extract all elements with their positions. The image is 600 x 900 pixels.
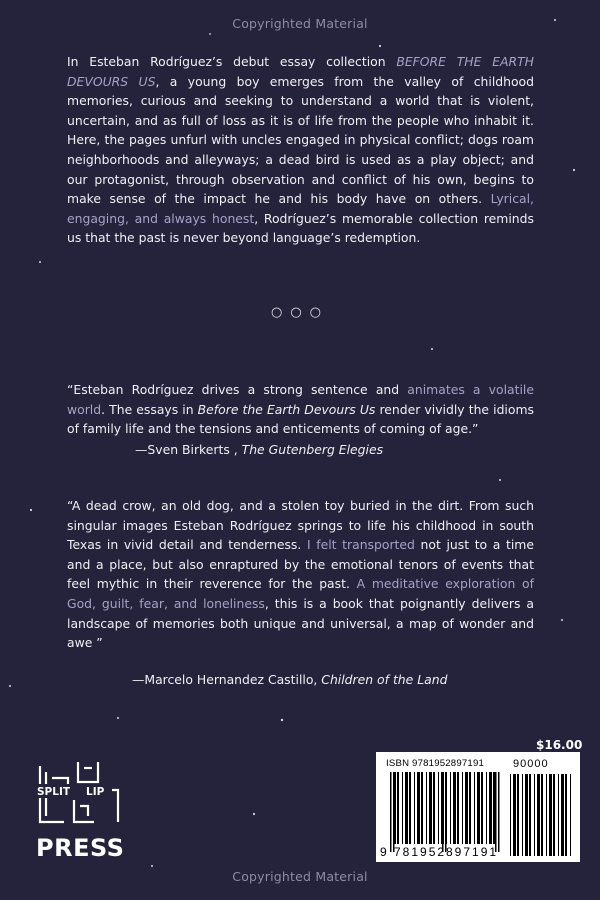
copyright-watermark-top: Copyrighted Material: [232, 16, 368, 31]
blurb-text-1: In Esteban Rodríguez’s debut essay collection: [67, 54, 397, 69]
quote1-highlight: animates a volatile world: [67, 382, 534, 417]
blurb-text-3: , Rodríguez’s memorable collection reminds us that the past is never beyond language’s redemption.: [67, 210, 534, 246]
quote2-text-2: not just to a time and a place, but also enraptured by the emotional tenors of events that feel mythic in their reverence for the past.: [67, 537, 534, 592]
quote2-text-3: , this is a book that poignantly delivers a landscape of memories both unique and universal, a map of wonder and awe ”: [67, 595, 534, 651]
isbn-digit-group-2: 897191: [446, 845, 499, 859]
logo-text-split: SPLIT: [37, 786, 71, 798]
logo-text-lip: LIP: [86, 786, 105, 798]
price-label: $16.00: [536, 738, 583, 752]
endorsement-quote-castillo: [67, 496, 534, 653]
quote2-attribution-name: —Marcelo Hernandez Castillo,: [132, 672, 322, 687]
quote1-text-2: . The essays in: [101, 401, 198, 417]
section-separator: ○○○: [270, 305, 330, 320]
copyright-watermark-bottom: Copyrighted Material: [232, 869, 368, 884]
blurb-highlight: Lyrical, engaging, and always honest: [67, 191, 534, 226]
quote1-text-3: render vividly the idioms of family life and the tensions and enticements of coming of age.”: [67, 401, 534, 437]
barcode-price-code: 90000: [513, 758, 549, 770]
quote1-attribution-name: —Sven Birkerts ,: [135, 442, 242, 457]
quote1-attribution-work: The Gutenberg Elegies: [241, 442, 384, 457]
blurb-book-title: BEFORE THE EARTH DEVOURS US: [67, 54, 534, 89]
endorsement-quote-birkerts: [67, 380, 534, 439]
isbn-digit-group-1: 781952: [394, 845, 447, 859]
quote1-attribution: [135, 440, 383, 459]
quote2-attribution: [132, 670, 447, 689]
logo-text-press: PRESS: [36, 834, 124, 860]
isbn-barcode: [376, 752, 580, 862]
isbn-digit-first: 9: [380, 845, 388, 859]
quote1-book-title: Before the Earth Devours Us: [197, 401, 376, 417]
book-description: [67, 52, 534, 248]
quote2-attribution-work: Children of the Land: [321, 672, 448, 687]
isbn-label: ISBN 9781952897191: [386, 758, 485, 769]
split-lip-press-logo: [34, 760, 124, 860]
quote2-text-1: “A dead crow, an old dog, and a stolen toy buried in the dirt. From such singular images Esteban Rodríguez springs to life his childhood in south Texas in vivid detail and tenderness.: [67, 498, 534, 553]
quote2-highlight-1: I felt transported: [306, 537, 415, 553]
quote1-text-1: “Esteban Rodríguez drives a strong sentence and: [67, 382, 408, 397]
blurb-text-2: , a young boy emerges from the valley of childhood memories, curious and seeking to understand a world that is violent, uncertain, and as full of loss as it is of life from the people who inhabit it. Here, the pages unfurl with uncles engaged in physical conflict; dogs roam neighborhoods and alleyways; a dead bird is used as a play object; and our protagonist, through observation and conflict of his own, begins to make sense of the impact he and his body have on others.: [67, 73, 535, 207]
quote2-highlight-2: A meditative exploration of God, guilt, fear, and loneliness: [67, 576, 535, 611]
